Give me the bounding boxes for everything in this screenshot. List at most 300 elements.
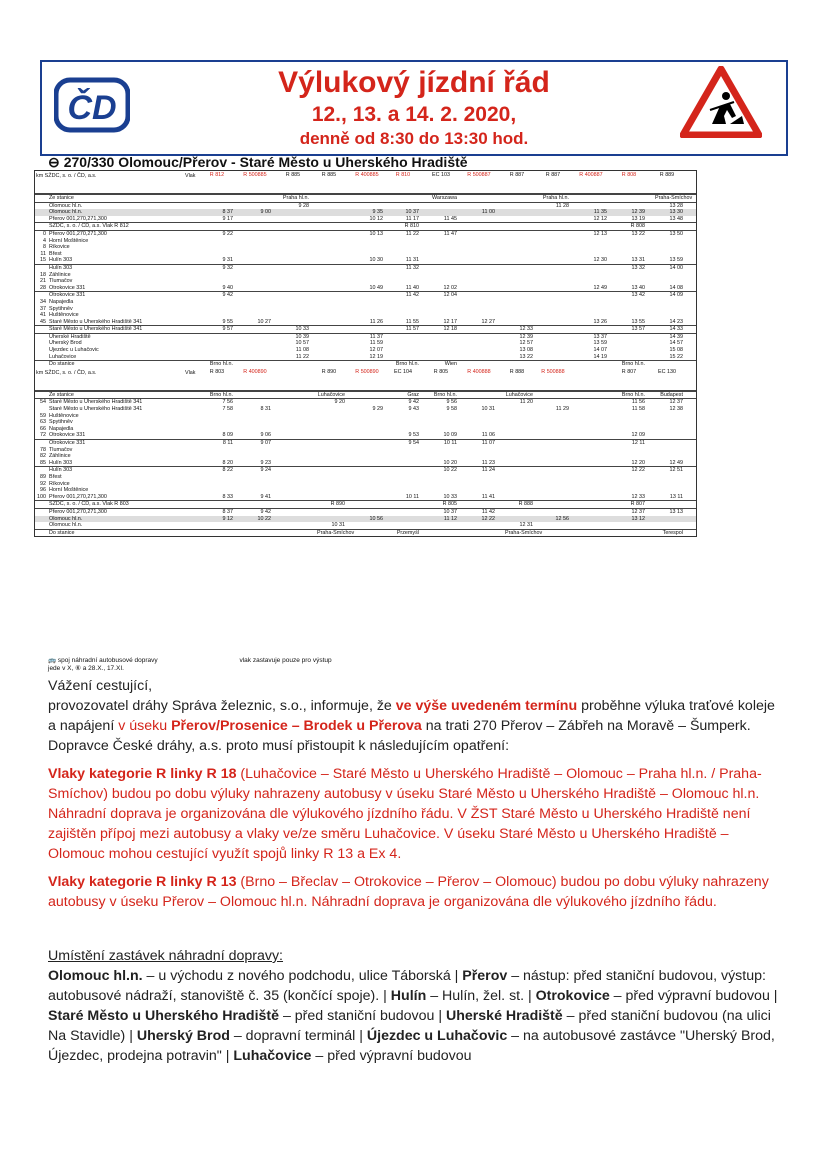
time-cell: 12 27 <box>481 318 495 325</box>
time-cell: 9 40 <box>222 284 233 291</box>
km-cell: 34 <box>40 298 46 305</box>
time-cell: 9 58 <box>446 406 457 413</box>
route-label: 270/330 Olomouc/Přerov - Staré Město u Uherského Hradiště <box>63 154 468 170</box>
table-row <box>35 460 696 467</box>
time-cell: 11 58 <box>631 406 645 413</box>
train-number: EC 104 <box>394 368 412 375</box>
time-cell: Luhačovice <box>317 391 345 398</box>
time-cell: 11 28 <box>555 202 569 209</box>
time-cell: 12 38 <box>669 406 683 413</box>
time-cell: 13 11 <box>669 493 683 500</box>
time-cell: 9 42 <box>260 508 271 515</box>
time-cell: R 805 <box>442 501 457 508</box>
legend <box>48 657 332 673</box>
time-cell: 9 53 <box>408 432 419 439</box>
header-operator: km SŽDC, s. o. / ČD, a.s. <box>36 369 97 376</box>
time-cell: 12 02 <box>443 284 457 291</box>
time-cell: 12 37 <box>669 399 683 406</box>
time-cell: 12 22 <box>631 467 645 474</box>
time-cell: 10 13 <box>369 230 383 237</box>
time-cell: Brno hl.n. <box>395 361 419 368</box>
paragraph-2: Vlaky kategorie R linky R 18 (Luhačovice – Staré Město u Uherského Hradiště – Olomouc – Praha hl.n. / Praha-Smíchov) budou po dobu výluky nahrazeny autobusy v úseku Staré Město u Uherského Hradiště – Olomouc hl.n. Náhradní doprava je organizována dle výlukového jízdního řádu. V ŽST Staré Město u Uherského Hradiště není zajištěn přípoj mezi autobusy a vlaky ve/ze směru Luhačovice. V úseku Staré Město u Uherského Hradiště – Olomouc mohou cestující využít spojů linky R 13 a Ex 4. <box>48 766 762 862</box>
station-cell: Tlumačov <box>49 278 73 285</box>
legend-days: jede v X, ⑥ a 28.X., 17.XI. <box>48 665 124 672</box>
station-cell: Luhačovice <box>49 353 77 360</box>
station-cell: Napajedla <box>49 425 74 432</box>
time-cell: 12 12 <box>593 215 607 222</box>
stops-paragraph: Olomouc hl.n. – u východu z nového podchodu, ulice Táborská | Přerov – nástup: před staniční budovou, výstup: autobusové nádraží, stanoviště č. 35 (končící spoje). | Hulín – Hulín, žel. st. | Otrokovice – před výpravní budovou | Staré Město u Uherského Hradiště – před staniční budovou | Uherské Hradiště – před staniční budovou (na ulici Na Stavidle) | Uherský Brod – dopravní terminál | Újezdec u Luhačovic – na autobusové zastávce "Uherský Brod, Újezdec, prodejna potravin" | Luhačovice – před výpravní budovou <box>48 968 778 1064</box>
time-cell: Graz <box>407 391 419 398</box>
time-cell: 11 07 <box>481 440 495 446</box>
time-cell: 11 06 <box>481 432 495 439</box>
table-row <box>35 216 696 223</box>
time-cell: 15 08 <box>669 347 683 354</box>
time-cell: Budapest <box>660 391 683 398</box>
km-cell: 37 <box>40 305 46 312</box>
time-cell: 12 57 <box>519 340 533 347</box>
time-cell: 9 31 <box>222 257 233 264</box>
train-number: R 500890 <box>355 368 379 375</box>
svg-text:ČD: ČD <box>67 89 117 127</box>
train-number: R 400888 <box>467 368 491 375</box>
time-cell: 11 31 <box>405 257 419 264</box>
station-cell: Olomouc hl.n. <box>49 202 83 209</box>
train-number: R 400887 <box>579 172 603 178</box>
time-cell: 12 33 <box>631 493 645 500</box>
station-cell: Horní Moštěnice <box>49 237 89 244</box>
time-cell: 14 19 <box>593 353 607 360</box>
table-row <box>35 432 696 439</box>
km-cell: 8 <box>43 244 46 251</box>
time-cell: 9 12 <box>222 515 233 522</box>
time-cell: 13 28 <box>669 202 683 209</box>
km-cell: 21 <box>40 278 46 285</box>
header-vlak: Vlak <box>185 369 196 376</box>
time-cell: 11 56 <box>631 399 645 406</box>
km-cell: 4 <box>43 237 46 244</box>
table-row <box>35 447 696 454</box>
time-cell: R 888 <box>518 501 533 508</box>
time-cell: 8 33 <box>222 493 233 500</box>
table-row <box>35 529 696 537</box>
time-cell: 10 37 <box>405 209 419 216</box>
time-cell: 9 43 <box>408 406 419 413</box>
time-cell: 7 56 <box>222 399 233 406</box>
time-cell: 13 26 <box>593 318 607 325</box>
train-number: R 400890 <box>243 368 267 375</box>
time-cell: 9 20 <box>334 399 345 406</box>
table-row <box>35 209 696 216</box>
time-cell: 10 20 <box>443 459 457 466</box>
time-cell: 11 29 <box>555 406 569 413</box>
time-cell: 9 42 <box>222 292 233 299</box>
train-header-row <box>35 368 696 391</box>
station-cell: Staré Město u Uherského Hradiště 341 <box>49 318 143 325</box>
time-cell: 14 23 <box>669 318 683 325</box>
table-row <box>35 264 696 272</box>
train-number: R 500888 <box>541 368 565 375</box>
table-row <box>35 299 696 306</box>
time-cell: 11 32 <box>405 264 419 271</box>
time-cell: 14 33 <box>669 326 683 333</box>
table-row <box>35 453 696 460</box>
time-cell: 10 57 <box>295 340 309 347</box>
station-cell: Huštěnovice <box>49 312 79 319</box>
station-cell: Olomouc hl.n. <box>49 515 83 522</box>
station-cell: Otrokovice 331 <box>49 440 86 446</box>
bus-legend-icon: 🚌 <box>48 657 58 664</box>
time-cell: 13 22 <box>631 230 645 237</box>
timetable <box>34 170 697 537</box>
time-cell: 12 51 <box>669 467 683 474</box>
station-cell: Ze stanice <box>49 195 74 201</box>
table-row <box>35 500 696 508</box>
table-row <box>35 474 696 481</box>
table-row <box>35 278 696 285</box>
table-row <box>35 508 696 516</box>
time-cell: 10 30 <box>369 257 383 264</box>
time-cell: Brno hl.n. <box>433 391 457 398</box>
time-cell: 13 40 <box>631 284 645 291</box>
time-cell: 11 17 <box>405 215 419 222</box>
time-cell: 12 22 <box>481 515 495 522</box>
table-row <box>35 291 696 299</box>
time-cell: 10 27 <box>257 318 271 325</box>
table-row <box>35 202 696 210</box>
time-cell: 9 35 <box>372 209 383 216</box>
table-row <box>35 194 696 202</box>
time-cell: 11 20 <box>519 399 533 406</box>
km-cell: 59 <box>40 412 46 419</box>
time-cell: Praha hl.n. <box>542 195 569 201</box>
km-cell: 0 <box>43 230 46 237</box>
time-cell: 9 00 <box>260 209 271 216</box>
time-cell: 12 33 <box>519 326 533 333</box>
time-cell: 13 57 <box>631 326 645 333</box>
time-cell: 12 39 <box>631 209 645 216</box>
time-cell: 11 59 <box>369 340 383 347</box>
table-row <box>35 333 696 341</box>
time-cell: 13 55 <box>631 318 645 325</box>
table-row <box>35 439 696 447</box>
time-cell: 11 55 <box>405 318 419 325</box>
table-row <box>35 398 696 406</box>
time-cell: Terespol <box>662 529 683 536</box>
station-cell: Říkovice <box>49 244 70 251</box>
train-number: R 500887 <box>467 172 491 178</box>
table-row <box>35 238 696 245</box>
station-cell: Otrokovice 331 <box>49 292 86 299</box>
train-number: EC 130 <box>658 368 676 375</box>
time-cell: 13 19 <box>631 215 645 222</box>
time-cell: R 807 <box>630 501 645 508</box>
station-cell: Do stanice <box>49 529 75 536</box>
time-cell: 14 57 <box>669 340 683 347</box>
time-cell: 9 56 <box>446 399 457 406</box>
time-cell: 13 59 <box>593 340 607 347</box>
train-number: R 885 <box>321 172 337 178</box>
time-cell: 15 22 <box>669 353 683 360</box>
time-cell: 14 39 <box>669 333 683 340</box>
km-cell: 54 <box>40 399 46 406</box>
km-cell: 96 <box>40 487 46 494</box>
train-number: EC 103 <box>432 172 450 178</box>
time-cell: 12 20 <box>631 459 645 466</box>
time-cell: 11 12 <box>443 515 457 522</box>
station-cell: Staré Město u Uherského Hradiště 341 <box>49 399 143 406</box>
time-cell: 13 08 <box>519 347 533 354</box>
train-number: R 803 <box>209 368 225 375</box>
table-row <box>35 406 696 413</box>
page-title: Výlukový jízdní řád <box>278 66 550 99</box>
train-number: R 888 <box>509 368 525 375</box>
station-cell: Záhlinice <box>49 453 71 460</box>
table-row <box>35 306 696 313</box>
time-cell: 9 57 <box>222 326 233 333</box>
station-cell: Olomouc hl.n. <box>49 522 83 529</box>
km-cell: 89 <box>40 473 46 480</box>
time-cell: 14 07 <box>593 347 607 354</box>
time-cell: 10 12 <box>369 215 383 222</box>
time-cell: 11 40 <box>405 284 419 291</box>
station-cell: Záhlinice <box>49 271 71 278</box>
table-row <box>35 230 696 238</box>
time-cell: 12 04 <box>443 292 457 299</box>
time-cell: 9 23 <box>260 459 271 466</box>
train-number: R 889 <box>659 172 675 178</box>
time-cell: Warszawa <box>432 195 457 201</box>
time-cell: 9 28 <box>298 202 309 209</box>
time-cell: 11 42 <box>481 508 495 515</box>
station-cell: SŽDC, s. o. / ČD, a.s. Vlak R 803 <box>49 501 129 508</box>
time-cell: 10 31 <box>481 406 495 413</box>
station-cell: Přerov 001,270,271,300 <box>49 508 107 515</box>
time-cell: Brno hl.n. <box>621 391 645 398</box>
dates-subtitle: 12., 13. a 14. 2. 2020, <box>311 103 517 126</box>
time-cell: 10 22 <box>443 467 457 474</box>
paragraph-3: Vlaky kategorie R linky R 13 (Brno – Břeclav – Otrokovice – Přerov – Olomouc) budou po dobu výluky nahrazeny autobusy v úseku Přerov – Olomouc hl.n. Náhradní doprava je organizována dle výlukového jízdního řádu. <box>48 874 769 910</box>
time-cell: 9 55 <box>222 318 233 325</box>
time-cell: 11 37 <box>369 333 383 340</box>
time-cell: 8 20 <box>222 459 233 466</box>
time-cell: 9 22 <box>222 230 233 237</box>
time-cell: 11 22 <box>405 230 419 237</box>
time-cell: 10 22 <box>257 515 271 522</box>
time-cell: 12 17 <box>443 318 457 325</box>
time-cell: Luhačovice <box>505 391 533 398</box>
km-cell: 92 <box>40 480 46 487</box>
station-cell: Napajedla <box>49 298 74 305</box>
table-row <box>35 494 696 501</box>
km-cell: 15 <box>40 257 46 264</box>
time-cell: Brno hl.n. <box>209 391 233 398</box>
time-cell: Brno hl.n. <box>209 361 233 368</box>
time-cell: 13 31 <box>631 257 645 264</box>
table-row <box>35 354 696 361</box>
train-header-row <box>35 171 696 194</box>
station-cell: Přerov 001,270,271,300 <box>49 493 107 500</box>
time-cell: 11 00 <box>481 209 495 216</box>
time-cell: 13 48 <box>669 215 683 222</box>
station-cell: Olomouc hl.n. <box>49 209 83 216</box>
km-cell: 66 <box>40 425 46 432</box>
table-row <box>35 319 696 326</box>
time-cell: 8 11 <box>222 440 233 446</box>
time-cell: 12 49 <box>669 459 683 466</box>
time-cell: 11 22 <box>295 353 309 360</box>
time-cell: 12 30 <box>593 257 607 264</box>
time-cell: 11 41 <box>481 493 495 500</box>
table-row <box>35 466 696 474</box>
legend-bus: spoj náhradní autobusové dopravy <box>57 657 158 664</box>
table-row <box>35 426 696 433</box>
table-row <box>35 391 696 399</box>
time-cell: 10 37 <box>443 508 457 515</box>
route-heading <box>48 154 468 171</box>
time-cell: 11 24 <box>481 467 495 474</box>
station-cell: Říkovice <box>49 480 70 487</box>
time-cell: 10 11 <box>405 493 419 500</box>
time-cell: 8 37 <box>222 508 233 515</box>
time-cell: 11 42 <box>405 292 419 299</box>
time-cell: 10 11 <box>443 440 457 446</box>
roadworks-warning-icon <box>680 66 762 138</box>
time-cell: 9 29 <box>372 406 383 413</box>
time-cell: 12 18 <box>443 326 457 333</box>
time-cell: 12 56 <box>555 515 569 522</box>
station-cell: Újezdec u Luhačovic <box>49 347 99 354</box>
station-cell: Uherské Hradiště <box>49 333 91 340</box>
table-row <box>35 244 696 251</box>
time-cell: 14 00 <box>669 264 683 271</box>
table-row <box>35 222 696 230</box>
km-cell: 41 <box>40 312 46 319</box>
table-row <box>35 481 696 488</box>
station-cell: Do stanice <box>49 361 75 368</box>
time-cell: 12 19 <box>369 353 383 360</box>
time-cell: 9 06 <box>260 432 271 439</box>
route-symbol-icon: ⊖ <box>48 154 60 170</box>
station-cell: Přerov 001,270,271,300 <box>49 215 107 222</box>
time-cell: 7 58 <box>222 406 233 413</box>
time-cell: R 808 <box>630 223 645 230</box>
table-row <box>35 251 696 258</box>
time-cell: 8 09 <box>222 432 233 439</box>
table-row <box>35 347 696 354</box>
time-cell: Praha-Smíchov <box>655 195 693 201</box>
time-cell: 9 17 <box>222 215 233 222</box>
station-cell: Hulín 303 <box>49 257 73 264</box>
time-cell: Wien <box>444 361 457 368</box>
time-cell: Praha hl.n. <box>282 195 309 201</box>
time-cell: 11 26 <box>369 318 383 325</box>
time-cell: Praha-Smíchov <box>317 529 355 536</box>
station-cell: Horní Moštěnice <box>49 487 89 494</box>
km-cell: 45 <box>40 318 46 325</box>
time-cell: 13 12 <box>631 515 645 522</box>
time-cell: 13 13 <box>669 508 683 515</box>
time-cell: 9 24 <box>260 467 271 474</box>
table-row <box>35 272 696 279</box>
time-cell: 9 07 <box>260 440 271 446</box>
station-cell: Ze stanice <box>49 391 74 398</box>
table-row <box>35 257 696 264</box>
header-box <box>40 60 788 156</box>
time-cell: 12 07 <box>369 347 383 354</box>
hours-subtitle: denně od 8:30 do 13:30 hod. <box>299 129 529 148</box>
time-cell: 13 42 <box>631 292 645 299</box>
station-cell: Břest <box>49 473 62 480</box>
time-cell: 10 33 <box>443 493 457 500</box>
time-cell: 12 09 <box>631 432 645 439</box>
time-cell: 11 23 <box>481 459 495 466</box>
time-cell: 14 09 <box>669 292 683 299</box>
table-row <box>35 413 696 420</box>
km-cell: 100 <box>37 493 46 500</box>
km-cell: 18 <box>40 271 46 278</box>
time-cell: 8 31 <box>260 406 271 413</box>
station-cell: Břest <box>49 250 62 257</box>
km-cell: 82 <box>40 453 46 460</box>
time-cell: 12 39 <box>519 333 533 340</box>
train-number: R 500885 <box>243 172 267 178</box>
time-cell: 11 57 <box>405 326 419 333</box>
time-cell: 9 32 <box>222 264 233 271</box>
time-cell: 13 32 <box>631 264 645 271</box>
time-cell: 13 22 <box>519 353 533 360</box>
time-cell: 10 31 <box>331 522 345 529</box>
station-cell: Spytihněv <box>49 305 73 312</box>
train-number: R 808 <box>621 172 637 178</box>
greeting: Vážení cestující, <box>48 678 153 694</box>
time-cell: Praha-Smíchov <box>505 529 543 536</box>
paragraph-1: provozovatel dráhy Správa železnic, s.o., informuje, že ve výše uvedeném termínu proběhne výluka traťové koleje a napájení v úseku Přerov/Prosenice – Brodek u Přerova na trati 270 Přerov – Zábřeh na Moravě – Šumperk. Dopravce České dráhy, a.s. proto musí přistoupit k následujícím opatření: <box>48 698 775 754</box>
time-cell: R 810 <box>404 223 419 230</box>
km-cell: 72 <box>40 432 46 439</box>
station-cell: Huštěnovice <box>49 412 79 419</box>
train-number: R 887 <box>509 172 525 178</box>
train-number: R 400885 <box>355 172 379 178</box>
train-number: R 812 <box>209 172 225 178</box>
km-cell: 78 <box>40 446 46 453</box>
time-cell: 8 37 <box>222 209 233 216</box>
table-row <box>35 340 696 347</box>
station-cell: Staré Město u Uherského Hradiště 341 <box>49 326 143 333</box>
time-cell: 12 13 <box>593 230 607 237</box>
time-cell: 13 50 <box>669 230 683 237</box>
header-vlak: Vlak <box>185 173 196 179</box>
time-cell: 13 37 <box>593 333 607 340</box>
train-number: R 890 <box>321 368 337 375</box>
time-cell: 10 56 <box>369 515 383 522</box>
table-row <box>35 522 696 529</box>
table-row <box>35 312 696 319</box>
time-cell: 11 08 <box>295 347 309 354</box>
time-cell: 10 33 <box>295 326 309 333</box>
legend-alight-only: vlak zastavuje pouze pro výstup <box>239 657 332 664</box>
km-cell: 63 <box>40 419 46 426</box>
table-row <box>35 516 696 523</box>
time-cell: 9 41 <box>260 493 271 500</box>
time-cell: 9 42 <box>408 399 419 406</box>
table-row <box>35 419 696 426</box>
time-cell: Brno hl.n. <box>621 361 645 368</box>
station-cell: Staré Město u Uherského Hradiště 341 <box>49 406 143 413</box>
time-cell: 11 47 <box>443 230 457 237</box>
station-cell: SŽDC, s. o. / ČD, a.s. Vlak R 812 <box>49 223 129 230</box>
station-cell: Spytihněv <box>49 419 73 426</box>
table-row <box>35 325 696 333</box>
